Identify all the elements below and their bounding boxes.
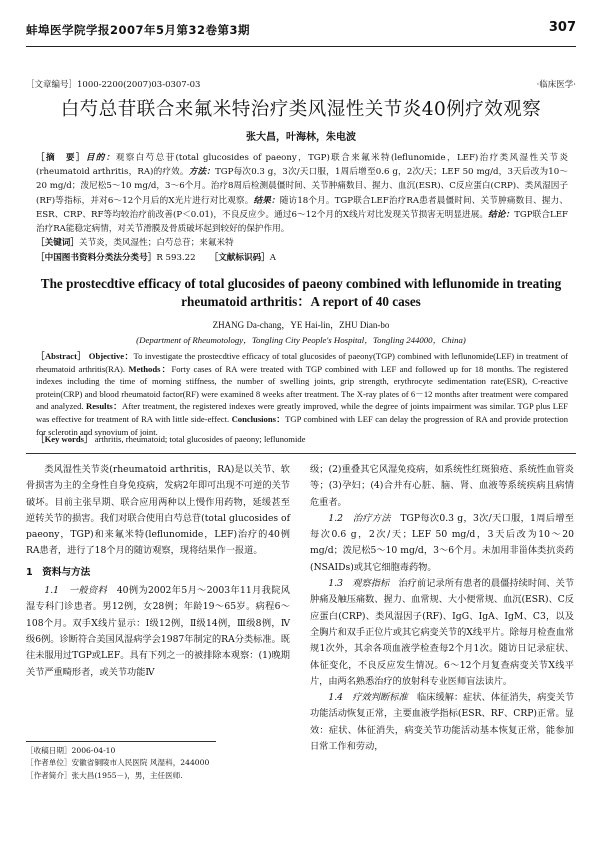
keywords-english [36, 433, 568, 446]
subsection-indexes [310, 576, 574, 690]
objective-label: 目的： [85, 153, 116, 163]
page-number: 307 [548, 20, 576, 35]
subsection-label: 1.2 治疗方法 [328, 512, 391, 524]
subsection-text: 治疗前记录所有患者的晨僵持续时间、关节肿痛及触压痛数、握力、血常规、大小便常规、血沉(ESR)、C反应蛋白(CRP)、类风湿因子(RF)、IgG、IgA、IgM、C3，以及全胸片和双手正位片或其它病变关节的X线平片。除每月检查血常规1次外，其余各项血液学检查每2个月1次。随访日记录症状、体征变化，不良反应发生情况。6～12个月复查病变关节X线平片，由两名熟悉治疗的放射科专业医师盲法读片。 [310, 578, 575, 687]
objective-en-label: Objective： [88, 351, 134, 361]
conclusion-text: TGP联合LEF治疗RA能稳定病情，对关节滑膜及骨质破坏起到较好的保护作用。 [36, 209, 568, 235]
keywords-en-text: arthritis, rheumatoid; total glucosides of paeony; leflunomide [94, 434, 306, 444]
results-text: 随访18个月。TGP联合LEF治疗RA患者晨僵时间、关节肿痛数目、握力、ESR、CRP、RF等均较治疗前改善(P＜0.01)，不良反应少。通过6～12个月的X线片对比发现关节损害无明显进展。 [36, 195, 568, 220]
subsection-text: 临床缓解：症状、体征消失，病变关节功能活动恢复正常，主要血液学指标(ESR、RF、CRP)正常。显效：症状、体征消失，病变关节功能活动基本恢复正常，能参加日常工作和劳动， [310, 692, 575, 753]
subsection-criteria [310, 690, 574, 755]
footnote-unit: ［作者单位］安徽省铜陵市人民医院 风湿科，244000 [26, 758, 210, 768]
subsection-label: 1.3 观察指标 [328, 578, 390, 590]
intro-paragraph: 类风湿性关节炎(rheumatoid arthritis，RA)是以关节、软骨损害为主的全身性自身免疫病，发病2年即可出现不可逆的关节破坏。目前主张早期、联合应用两种以上慢作用药物，延缓甚至逆转关节的损害。我们对联合使用白芍总苷(total glucosides of paeony，TGP)和来氟米特(leflunomide，LEF)治疗的40例RA患者，进行了18个月的随访观察，现将结果作一报道。 [26, 464, 290, 557]
body-column-right [310, 462, 574, 755]
subsection-label: 1.4 疗效判断标准 [328, 692, 408, 704]
keywords-label: ［关键词］ [36, 238, 79, 248]
authors-chinese: 张大昌，叶海林，朱电波 [246, 132, 356, 143]
methods-en-text: Forty cases of RA were treated with TGP combined with LEF and followed up for 18 months. The registered indexes including the time of morning stiffness, the number of swelling joints, grip strength, erythrocyte sedimentation rate(ESR), C-reactive protein(CRP) and blood rheumatoid factor(RF) were examined 8 weeks after treatment. The X-ray plates of 6－12 months after treatment were compared and analyzed. [36, 363, 568, 412]
methods-en-label: Methods： [128, 363, 172, 374]
footnote [26, 741, 216, 782]
clc-code: R 593.22 [156, 253, 196, 263]
abstract-en-label: ［Abstract］ [36, 351, 87, 361]
subsection-text: 40例为2002年5月～2003年11月我院风湿专科门诊患者。男12例，女28例；年龄19～65岁。病程6～108个月。双手X线片显示：Ⅰ级12例，Ⅱ级14例，Ⅲ级8例，Ⅳ级6例。诊断符合美国风湿病学会1987年制定的RA分类标准。既往未服用过TGP或LEF。具有下列之一的被排除本观察：(1)晚期关节严重畸形者，或关节功能Ⅳ [26, 585, 290, 678]
footnote-received: ［收稿日期］2006-04-10 [26, 746, 116, 755]
results-label: 结果： [253, 195, 280, 206]
footnote-bio: ［作者简介］张大昌(1955－)，男，主任医师. [26, 770, 183, 780]
doc-code: A [269, 253, 276, 263]
subsection-general-data [26, 583, 290, 681]
running-header [26, 20, 576, 47]
section-divider [26, 453, 576, 454]
classification-line [36, 252, 568, 265]
objective-text: 观察白芍总苷(total glucosides of paeony，TGP)联合来氟米特(leflunomide，LEF)治疗类风湿性关节炎(rheumatoid arthritis，RA)的疗效。 [36, 153, 568, 178]
department-english: (Department of Rheumotology，Tongling City People's Hospital，Tongling 244000，China) [136, 335, 466, 345]
authors-english: ZHANG Da-chang，YE Hai-lin，ZHU Dian-bo [212, 320, 390, 330]
title-english: The prostecdtive efficacy of total glucosides of paeony combined with leflunomide in treating rheumatoid arthritis：A report of 40 cases [40, 276, 562, 309]
continued-paragraph: 级；(2)重叠其它风湿免疫病，如系统性红斑狼疮、系统性血管炎等；(3)孕妇；(4)合并有心脏、脑、肾、血液等系统疾病且病情危重者。 [310, 464, 574, 508]
body-column-left [26, 462, 290, 681]
article-number: ［文章编号］1000-2200(2007)03-0307-03 [26, 80, 201, 90]
abstract-label: ［摘 要］ [36, 153, 86, 163]
conclusions-en-label: Conclusions： [231, 413, 286, 424]
subsection-treatment [310, 511, 574, 576]
journal-name: 蚌埠医学院学报2007年5月第32卷第3期 [26, 23, 251, 37]
methods-text: TGP每次0.3 g，3次/天口服，1周后增至0.6 g，2次/天；LEF 50 mg/d，3天后改为10～20 mg/d；泼尼松5～10 mg/d，3～6个月。治疗8周后检测晨僵时间、关节肿痛数目、握力、血沉(ESR)、C反应蛋白(CRP)、类风湿因子(RF)等指标，并对6～12个月后的X光片进行对比观察。 [36, 167, 568, 206]
doc-code-label: ［文献标识码］ [209, 253, 270, 263]
objective-en-text: To investigate the prostecdtive efficacy of total glucosides of paeony(TGP) combined with leflunomide(LEF) in treatment of rheumatoid arthritis(RA). [36, 351, 568, 374]
keywords-en-label: ［Key words］ [36, 434, 93, 444]
abstract-english [36, 350, 568, 438]
conclusions-en-text: TGP combined with LEF can delay the progression of RA and provide protection for sclerotin and synovium of joint. [36, 413, 568, 437]
subsection-label: 1.1 一般资料 [44, 585, 108, 597]
results-en-label: Results： [86, 401, 122, 412]
title-chinese: 白芍总苷联合来氟米特治疗类风湿性关节炎40例疗效观察 [60, 99, 542, 120]
keywords-chinese [36, 237, 568, 250]
results-en-text: After treatment, the registered indexes were greatly improved, while the degree of joints impairment was similar. TGP plus LEF was effective for treatment of RA with little side-effect. [36, 401, 568, 424]
keywords-text: 关节炎，类风湿性；白芍总苷；来氟米特 [78, 238, 234, 248]
paper-page [26, 0, 576, 850]
clc-label: ［中国图书资料分类法分类号］ [36, 253, 157, 263]
column-name: ·临床医学· [536, 80, 576, 90]
subsection-text: TGP每次0.3 g，3次/天口服，1周后增至每次0.6 g，2次/天；LEF 50 mg/d，3天后改为10～20 mg/d；泼尼松5～10 mg/d，3～6个月。未加用非甾体类抗炎药(NSAIDs)或其它细胞毒药物。 [310, 512, 574, 573]
methods-label: 方法： [188, 167, 216, 178]
conclusion-label: 结论： [488, 209, 515, 220]
section-heading-materials-methods: 1 资料与方法 [26, 566, 91, 578]
abstract-chinese [36, 151, 568, 236]
